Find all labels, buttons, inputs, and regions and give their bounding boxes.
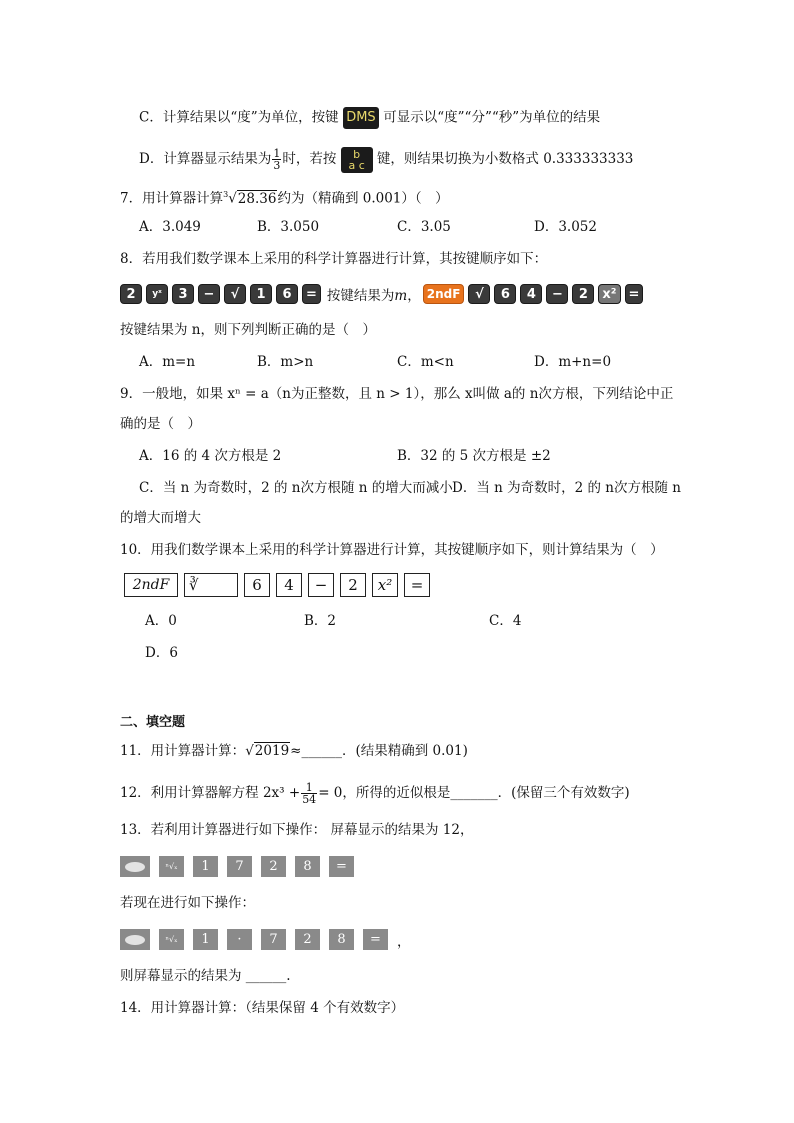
key-sqrt: √ (468, 284, 490, 304)
q10-option-d[interactable]: D．6 (145, 645, 178, 661)
key-2ndf: 2ndF (423, 284, 465, 304)
key-cube-root: ∛ (184, 573, 238, 597)
q8-key-sequence (120, 284, 647, 304)
q10-option-b[interactable]: B．2 (304, 613, 337, 629)
shift-key-icon (120, 856, 150, 877)
fraction-1-54: $\frac{1}{54}$ (302, 781, 317, 806)
q8-option-a[interactable]: A．m=n (139, 354, 196, 370)
q13-line1: 13．若利用计算器进行如下操作： 屏幕显示的结果为 12， (120, 822, 474, 838)
key-power: yˣ (146, 284, 168, 304)
q6-option-c: C．计算结果以“度”为单位，按键 DMS 可显示以“度”“分”“秒”为单位的结果 (139, 107, 600, 129)
q13-line2: 若现在进行如下操作： (120, 895, 255, 911)
key-2: 2 (261, 856, 286, 877)
q8-stem: 8．若用我们数学课本上采用的科学计算器进行计算，其按键顺序如下： (120, 251, 548, 267)
q13-key-sequence-1 (120, 856, 363, 877)
q9-stem-line2: 确的是（ ） (120, 416, 201, 432)
q13-line3: 则屏幕显示的结果为 ______. (120, 968, 291, 984)
key-1: 1 (193, 856, 218, 877)
q6-option-d: D．计算器显示结果为 $\frac{1}{3}$ 时，若按 b a c 键，则结果切换为小数格式 0.333333333 (139, 147, 634, 172)
q7-option-a[interactable]: A．3.049 (139, 219, 201, 235)
q13-keys-tail: ， (397, 933, 411, 950)
q7-option-c[interactable]: C．3.05 (397, 219, 451, 235)
key-2: 2 (120, 284, 142, 304)
fraction-key-icon: b a c (341, 147, 373, 173)
key-minus: − (546, 284, 568, 304)
q9-stem-line1: 9．一般地，如果 xⁿ = a（n为正整数，且 n > 1），那么 x叫做 a的 n次方根，下列结论中正 (120, 386, 674, 402)
q8-line2: 按键结果为 n，则下列判断正确的是（ ） (120, 322, 376, 338)
q10-option-a[interactable]: A．0 (145, 613, 177, 629)
fraction-one-third: $\frac{1}{3}$ (273, 147, 281, 172)
key-equals: = (404, 573, 430, 597)
cube-root: $^3$√28.36 (223, 190, 277, 207)
key-minus: − (308, 573, 334, 597)
q8-mid-text: 按键结果为m， (326, 288, 421, 304)
key-equals: = (302, 284, 321, 304)
q9-option-d[interactable]: D．当 n 为奇数时，2 的 n次方根随 n (452, 480, 681, 496)
key-2: 2 (572, 284, 594, 304)
key-4: 4 (520, 284, 542, 304)
key-3: 3 (172, 284, 194, 304)
q11-stem: 11．用计算器计算：√2019≈______．(结果精确到 0.01) (120, 743, 468, 759)
key-equals: = (625, 284, 644, 304)
key-2: 2 (340, 573, 366, 597)
key-decimal-point: · (227, 929, 252, 950)
key-equals: = (363, 929, 388, 950)
q10-option-c[interactable]: C．4 (489, 613, 522, 629)
dms-key-icon: DMS (343, 107, 379, 129)
key-nth-root: ⁿ√ₓ (159, 929, 184, 950)
q7-option-d[interactable]: D．3.052 (534, 219, 597, 235)
key-1: 1 (250, 284, 272, 304)
q13-key-sequence-2 (120, 929, 411, 950)
key-square: x² (598, 284, 620, 304)
key-8: 8 (329, 929, 354, 950)
q8-option-d[interactable]: D．m+n=0 (534, 354, 612, 370)
q8-option-c[interactable]: C．m<n (397, 354, 454, 370)
key-sqrt: √ (224, 284, 246, 304)
key-4: 4 (276, 573, 302, 597)
section-title-fill-in: 二、填空题 (120, 715, 186, 730)
shift-key-icon (120, 929, 150, 950)
q12-stem: 12．利用计算器解方程 2x³ + $\frac{1}{54}$ = 0，所得的近似根是_______．(保留三个有效数字) (120, 781, 630, 806)
q9-option-a[interactable]: A．16 的 4 次方根是 2 (139, 448, 282, 464)
q9-option-b[interactable]: B．32 的 5 次方根是 ±2 (397, 448, 551, 464)
key-6: 6 (244, 573, 270, 597)
q14-stem: 14．用计算器计算：（结果保留 4 个有效数字） (120, 1000, 405, 1016)
q10-key-sequence (124, 573, 436, 597)
q9-option-c[interactable]: C．当 n 为奇数时，2 的 n次方根随 n 的增大而减小 (139, 480, 453, 496)
key-6: 6 (276, 284, 298, 304)
q9-option-d-cont: 的增大而增大 (120, 510, 201, 526)
key-1: 1 (193, 929, 218, 950)
key-nth-root: ⁿ√ₓ (159, 856, 184, 877)
key-8: 8 (295, 856, 320, 877)
key-2: 2 (295, 929, 320, 950)
q10-stem: 10．用我们数学课本上采用的科学计算器进行计算，其按键顺序如下，则计算结果为（ ） (120, 542, 664, 558)
key-2ndf: 2ndF (124, 573, 178, 597)
q8-option-b[interactable]: B．m>n (257, 354, 314, 370)
q7-option-b[interactable]: B．3.050 (257, 219, 320, 235)
square-root: √2019 (245, 743, 290, 759)
q7-stem: 7．用计算器计算$^3$√28.36约为（精确到 0.001）（ ） (120, 185, 449, 209)
key-7: 7 (261, 929, 286, 950)
key-7: 7 (227, 856, 252, 877)
key-square: x² (372, 573, 398, 597)
key-minus: − (198, 284, 220, 304)
key-6: 6 (494, 284, 516, 304)
key-equals: = (329, 856, 354, 877)
